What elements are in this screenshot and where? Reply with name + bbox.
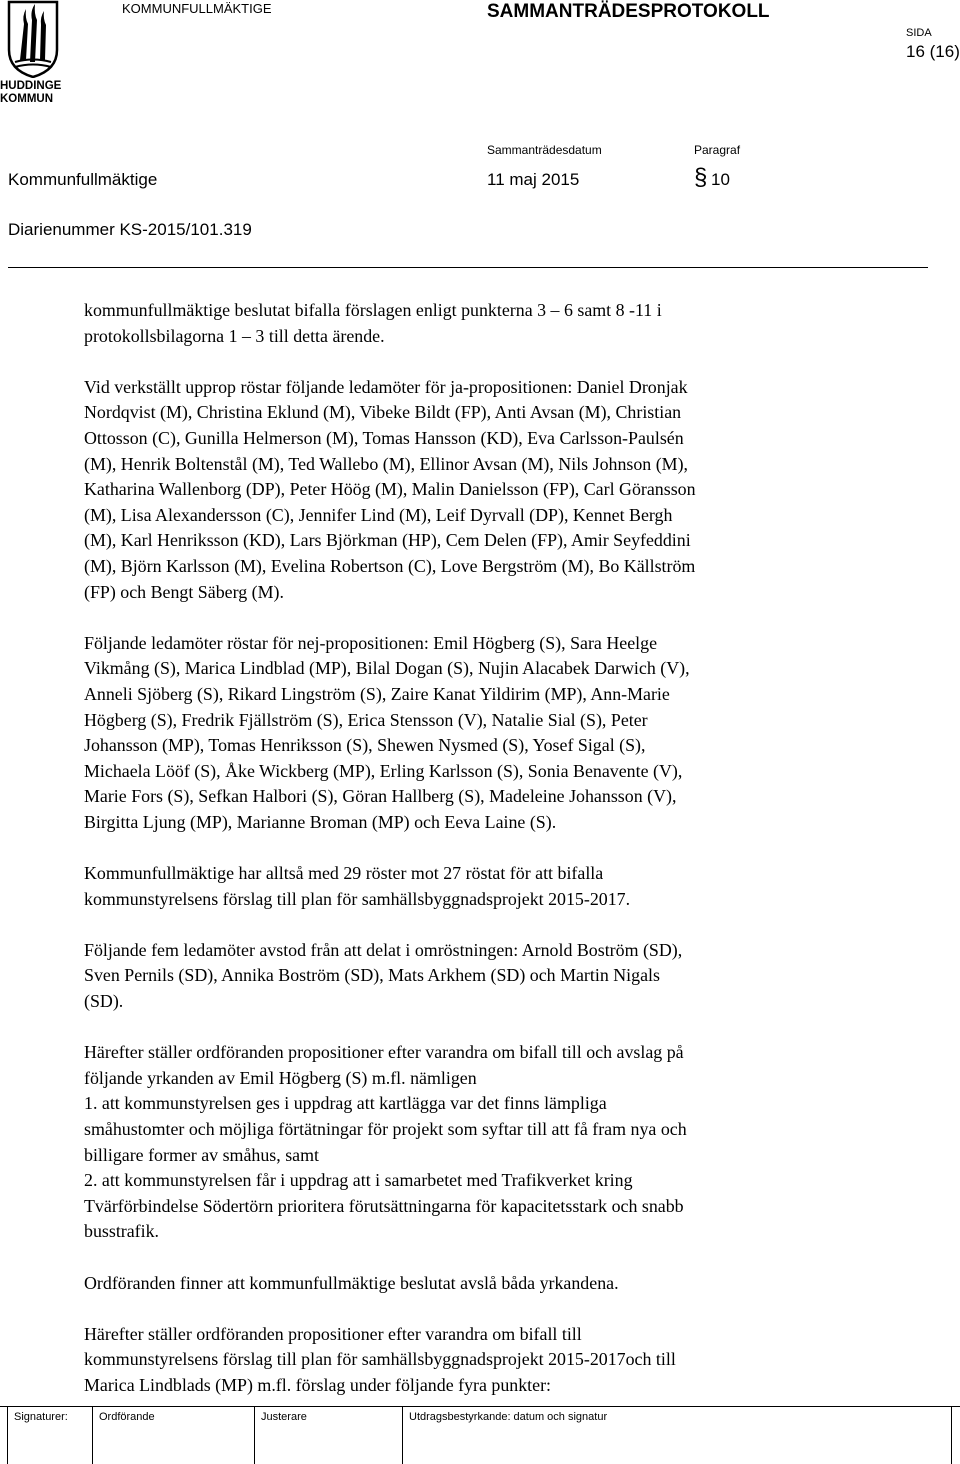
paragraph-propositions-plan: Härefter ställer ordföranden propositioner efter varandra om bifall till kommunstyrelsens förslag till plan för samhällsbyggnadsprojekt 2015-2017och till Marica Lindblads (MP) m.fl. förslag under följande fyra punkter: [84, 1323, 676, 1395]
header-divider [8, 267, 928, 268]
logo-text-kommun: KOMMUN [0, 93, 54, 105]
torch-crest-icon [6, 0, 60, 78]
header-organization: KOMMUNFULLMÄKTIGE [122, 1, 272, 16]
header-body-name: Kommunfullmäktige [8, 170, 158, 189]
municipality-logo [0, 0, 66, 108]
header-section-number: 10 [711, 170, 730, 189]
footer-adjusters-signature: Justerare [254, 1407, 402, 1464]
header-section-label: Paragraf [694, 143, 741, 157]
header-document-type: SAMMANTRÄDESPROTOKOLL [487, 1, 770, 22]
paragraph-no-votes: Följande ledamöter röstar för nej-propositionen: Emil Högberg (S), Sara Heelge Vikmång (S), Marica Lindblad (MP), Bilal Dogan (S), Nujin Alacabek Darwich (V), Anneli Sjöberg (S), Rikard Lingström (S), Zaire Kanat Yildirim (MP), Ann-Marie Högberg (S), Fredrik Fjällström (S), Erica Stensson (V), Natalie Sial (S), Peter Johansson (MP), Tomas Henriksson (S), Shewen Nysmed (S), Yosef Sigal (S), Michaela Lööf (S), Åke Wickberg (MP), Erling Karlsson (S), Sonia Benavente (V), Marie Fors (S), Sefkan Halbori (S), Göran Hallberg (S), Madeleine Johansson (V), Birgitta Ljung (MP), Marianne Broman (MP) och Eeva Laine (S). [84, 632, 690, 832]
paragraph-motions-rejected: Ordföranden finner att kommunfullmäktige beslutat avslå båda yrkandena. [84, 1272, 619, 1293]
header-date-label: Sammanträdesdatum [487, 143, 602, 157]
header-page-label: SIDA [906, 27, 932, 39]
paragraph-decision-intro: kommunfullmäktige beslutat bifalla förslagen enligt punkterna 3 – 6 samt 8 -11 i protokollsbilagorna 1 – 3 till detta ärende. [84, 300, 662, 346]
paragraph-propositions-motions: Härefter ställer ordföranden propositioner efter varandra om bifall till och avslag på följande yrkanden av Emil Högberg (S) m.fl. nämligen 1. att kommunstyrelsen ges i uppdrag att kartlägga var det finns lämpliga småhustomter och möjliga förtätningar för projekt som syftar till att få fram nya och billigare former av småhus, samt 2. att kommunstyrelsen får i uppdrag att i samarbetet med Trafikverket kring Tvärförbindelse Södertörn prioritera förutsättningarna för kapacitetsstark och snabb busstrafik. [84, 1042, 687, 1242]
protocol-body [84, 298, 844, 1399]
paragraph-abstentions: Följande fem ledamöter avstod från att delat i omröstningen: Arnold Boström (SD), Sven Pernils (SD), Annika Boström (SD), Mats Arkhem (SD) och Martin Nigals (SD). [84, 939, 683, 1012]
signature-footer [0, 1406, 960, 1463]
logo-text-huddinge: HUDDINGE [0, 80, 62, 92]
header-page-number: 16 (16) [906, 42, 960, 61]
paragraph-yes-votes: Vid verkställt upprop röstar följande ledamöter för ja-propositionen: Daniel Dronjak Nordqvist (M), Christina Eklund (M), Vibeke Bildt (FP), Anti Avsan (M), Christian Ottosson (C), Gunilla Helmerson (M), Tomas Hansson (KD), Eva Carlsson-Paulsén (M), Henrik Boltenstål (M), Ted Wallebo (M), Ellinor Avsan (M), Nils Johnson (M), Katharina Wallenborg (DP), Peter Höög (M), Malin Danielsson (FP), Carl Göransson (M), Lisa Alexandersson (C), Jennifer Lind (M), Leif Dyrvall (DP), Kennet Bergh (M), Karl Henriksson (KD), Lars Björkman (HP), Cem Delen (FP), Amir Seyfeddini (M), Björn Karlsson (M), Evelina Robertson (C), Love Bergström (M), Bo Källström (FP) och Bengt Säberg (M). [84, 376, 696, 602]
paragraph-vote-result: Kommunfullmäktige har alltså med 29 röster mot 27 röstat för att bifalla kommunstyrelsens förslag till plan för samhällsbyggnadsprojekt 2015-2017. [84, 863, 631, 909]
footer-chair-signature: Ordförande [92, 1407, 254, 1464]
footer-certification: Utdragsbestyrkande: datum och signatur [402, 1407, 952, 1464]
header-reference-number: Diarienummer KS-2015/101.319 [8, 220, 252, 239]
section-symbol: § [694, 164, 708, 191]
footer-signatures-label: Signaturer: [7, 1407, 92, 1464]
header-meeting-date: 11 maj 2015 [487, 170, 580, 189]
